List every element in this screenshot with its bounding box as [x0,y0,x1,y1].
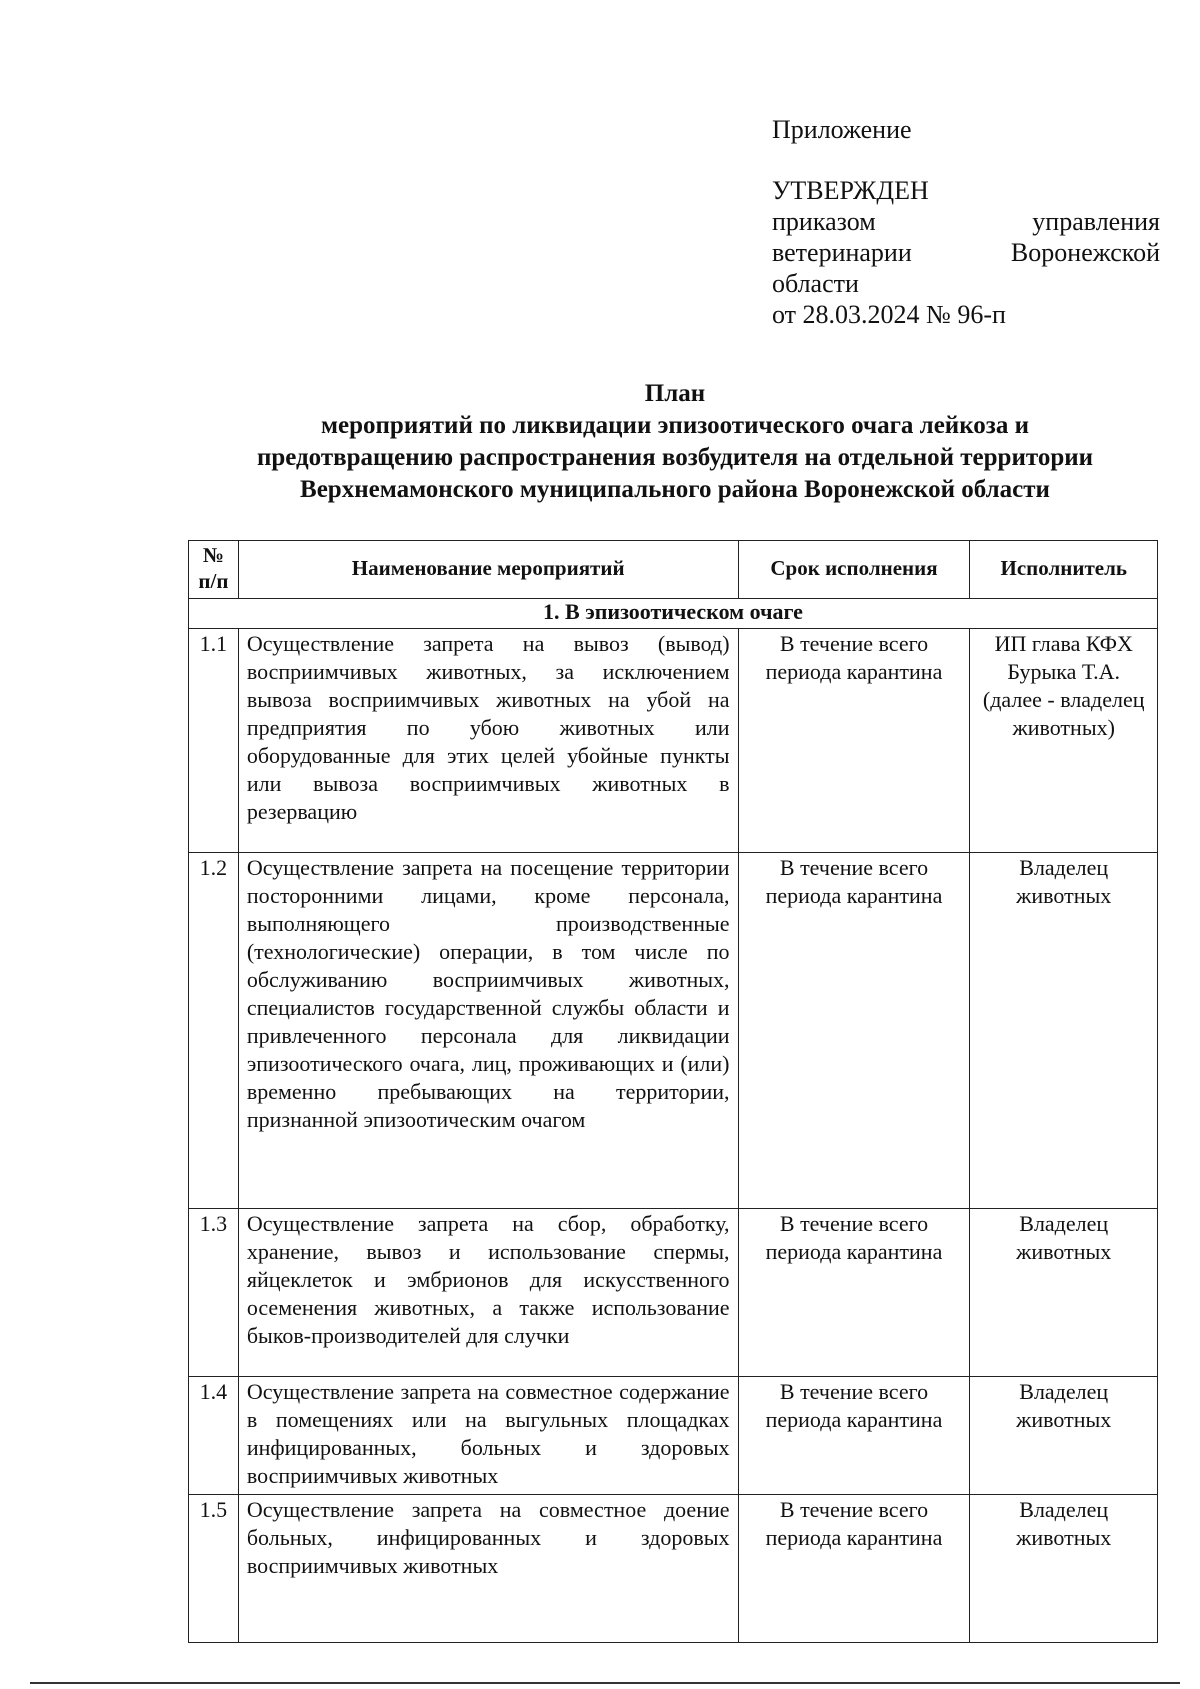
approval-order-number: от 28.03.2024 № 96-п [772,300,1006,329]
row-term: В течение всего периода карантина [738,1209,970,1377]
header-name: Наименование мероприятий [238,541,738,599]
header-executor: Исполнитель [970,541,1158,599]
section-row [189,599,1158,629]
row-num: 1.1 [189,629,239,853]
row-executor: Владелец животных [970,1377,1158,1495]
title-line-1: План [644,380,706,407]
table-row [189,1495,1158,1643]
title-line-2: мероприятий по ликвидации эпизоотического очага лейкоза и [321,412,1029,439]
approval-line-1: приказом управления [772,207,1160,236]
title-line-3: предотвращению распространения возбудителя на отдельной территории [256,444,1094,471]
title-line-4: Верхнемамонского муниципального района Воронежской области [300,476,1050,503]
row-name: Осуществление запрета на вывоз (вывод) восприимчивых животных, за исключением вывоза восприимчивых животных на убой на предприятия по убою животных или оборудованные для этих целей убойные пункты или вывоза восприимчивых животных в резервацию [238,629,738,853]
row-term: В течение всего периода карантина [738,629,970,853]
approval-line-3: области [772,269,859,298]
page-bottom-rule [30,1682,1180,1684]
row-executor: Владелец животных [970,1495,1158,1643]
header-term: Срок исполнения [738,541,970,599]
row-name: Осуществление запрета на сбор, обработку, хранение, вывоз и использование спермы, яйцеклеток и эмбрионов для искусственного осеменения животных, а также использование быков-производителей для случки [238,1209,738,1377]
section-title: 1. В эпизоотическом очаге [189,599,1158,629]
row-name: Осуществление запрета на совместное содержание в помещениях или на выгульных площадках инфицированных, больных и здоровых восприимчивых животных [238,1377,738,1495]
row-executor: ИП глава КФХ Бурыка Т.А. (далее - владелец животных) [970,629,1158,853]
row-num: 1.5 [189,1495,239,1643]
table-row [189,1377,1158,1495]
row-term: В течение всего периода карантина [738,1377,970,1495]
table-row [189,629,1158,853]
document-title [180,378,1170,506]
row-term: В течение всего периода карантина [738,853,970,1209]
approval-line-2: ветеринарии Воронежской [772,238,1160,267]
table-row [189,1209,1158,1377]
plan-table [188,540,1158,1643]
header-num: № п/п [189,541,239,599]
row-name: Осуществление запрета на посещение территории посторонними лицами, кроме персонала, выполняющего производственные (технологические) операции, в том числе по обслуживанию восприимчивых животных, специалистов государственной службы области и привлеченного персонала для ликвидации эпизоотического очага, лиц, проживающих и (или) временно пребывающих на территории, признанной эпизоотическим очагом [238,853,738,1209]
row-executor: Владелец животных [970,1209,1158,1377]
approved-label: УТВЕРЖДЕН [772,176,929,205]
row-term: В течение всего периода карантина [738,1495,970,1643]
row-executor: Владелец животных [970,853,1158,1209]
row-num: 1.3 [189,1209,239,1377]
table-header-row [189,541,1158,599]
approval-block [772,114,1160,330]
row-num: 1.2 [189,853,239,1209]
appendix-label: Приложение [772,115,912,144]
row-num: 1.4 [189,1377,239,1495]
row-name: Осуществление запрета на совместное доение больных, инфицированных и здоровых восприимчивых животных [238,1495,738,1643]
table-row [189,853,1158,1209]
